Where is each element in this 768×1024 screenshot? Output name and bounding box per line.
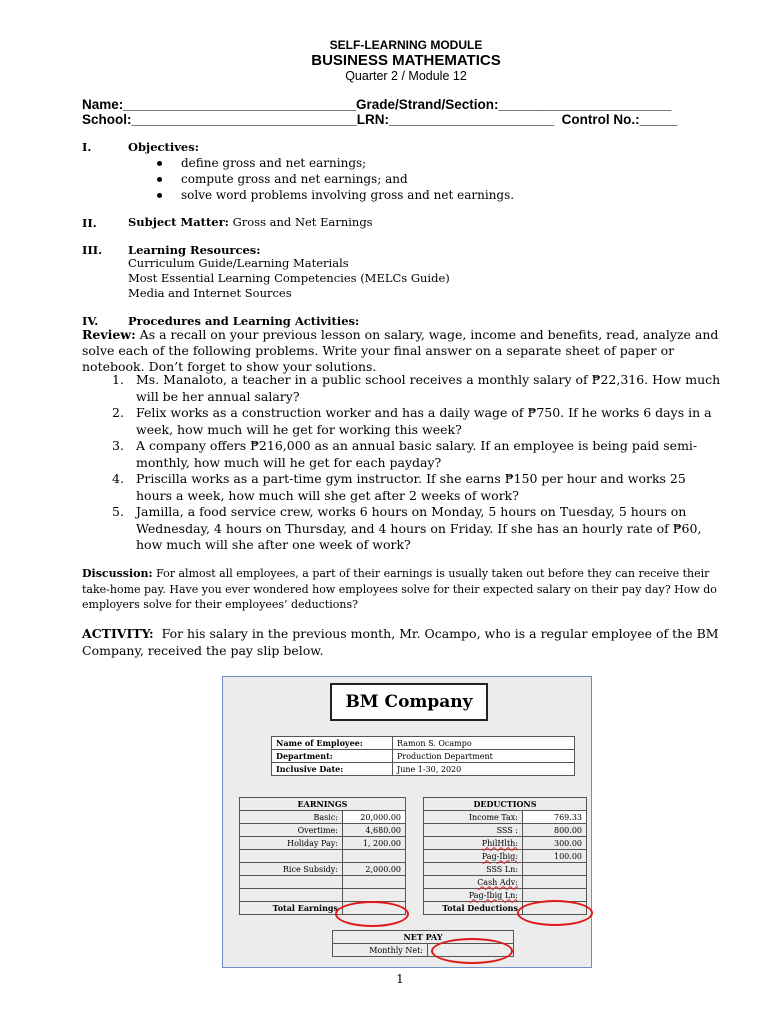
list-item: Most Essential Learning Competencies (MELCs Guide) <box>128 271 450 285</box>
list-item: solve word problems involving gross and net earnings. <box>181 187 514 203</box>
deductions-header: DEDUCTIONS <box>424 798 587 811</box>
section-number: II. <box>82 216 97 230</box>
employee-info-table <box>271 736 575 776</box>
discussion-paragraph: Discussion: For almost all employees, a part of their earnings is usually taken out before they can receive their take-home pay. Have you ever wondered how employees solve for their expected salary on their pay day? How do employers solve for their employees’ deductions? <box>82 567 717 611</box>
answer-circle-monthly-net <box>431 938 513 964</box>
page-number: 1 <box>396 972 404 986</box>
list-item: define gross and net earnings; <box>181 155 514 171</box>
review-paragraph: Review: As a recall on your previous lesson on salary, wage, income and benefits, read, analyze and solve each of the following problems. Write your final answer on a separate sheet of paper or notebook. Don’t forget to show your solutions. <box>82 327 719 374</box>
earnings-header: EARNINGS <box>240 798 406 811</box>
objectives-list <box>181 155 514 203</box>
table-row <box>240 889 406 902</box>
list-item: 5. Jamilla, a food service crew, works 6 hours on Monday, 5 hours on Tuesday, 5 hours on Wednesday, 4 hours on Thursday, and 4 hours on Friday. If she has an hourly rate of ₱60, how much will she after one week of work? <box>112 504 702 552</box>
name-grade-line: Name:_______________________________Grade/Strand/Section:_______________________ <box>82 97 672 112</box>
table-row: Income Tax: 769.33 <box>424 811 587 824</box>
resources-list <box>128 256 450 301</box>
table-row: Name of Employee: Ramon S. Ocampo <box>272 737 575 750</box>
table-row: Pag-Ibig: 100.00 <box>424 850 587 863</box>
table-row: Department: Production Department <box>272 750 575 763</box>
earnings-table <box>239 797 406 915</box>
subject-title: BUSINESS MATHEMATICS <box>311 52 501 69</box>
table-row <box>240 850 406 863</box>
table-row: Holiday Pay: 1, 200.00 <box>240 837 406 850</box>
section-number: IV. <box>82 314 99 328</box>
list-item: 4. Priscilla works as a part-time gym instructor. If she earns ₱150 per hour and works 25 hours a week, how much will she get after 2 weeks of work? <box>112 471 686 503</box>
netpay-header: NET PAY <box>333 931 514 944</box>
list-item: Media and Internet Sources <box>128 286 292 300</box>
list-item: compute gross and net earnings; and <box>181 171 514 187</box>
table-row: Rice Subsidy: 2,000.00 <box>240 863 406 876</box>
deductions-table <box>423 797 587 915</box>
subject-matter: Subject Matter: Gross and Net Earnings <box>128 215 373 229</box>
section-number: I. <box>82 140 92 154</box>
answer-circle-total-earnings <box>335 901 409 927</box>
review-problems <box>112 372 724 554</box>
table-row: Basic: 20,000.00 <box>240 811 406 824</box>
table-row: SSS : 800.00 <box>424 824 587 837</box>
resources-title: Learning Resources: <box>128 243 261 257</box>
answer-circle-total-deductions <box>517 900 593 926</box>
list-item: 1. Ms. Manaloto, a teacher in a public school receives a monthly salary of ₱22,316. How much will be her annual salary? <box>112 372 721 404</box>
list-item: 3. A company offers ₱216,000 as an annual basic salary. If an employee is being paid semi-monthly, how much will he get for each payday? <box>112 438 698 470</box>
company-name: BM Company <box>330 683 488 721</box>
total-earnings-label: Total Earnings <box>240 902 343 915</box>
table-row: Cash Adv: <box>424 876 587 889</box>
list-item: Curriculum Guide/Learning Materials <box>128 256 349 270</box>
monthly-net-label: Monthly Net: <box>333 944 428 957</box>
quarter-module: Quarter 2 / Module 12 <box>345 69 467 83</box>
objectives-title: Objectives: <box>128 140 199 154</box>
module-label: SELF-LEARNING MODULE <box>329 38 483 52</box>
table-row: SSS Ln: <box>424 863 587 876</box>
pay-slip <box>222 676 592 968</box>
table-row: Overtime: 4,680.00 <box>240 824 406 837</box>
section-number: III. <box>82 243 103 257</box>
total-deductions-label: Total Deductions <box>424 902 523 915</box>
table-row: Pag-Ibig Ln: <box>424 889 587 902</box>
activity-paragraph: ACTIVITY: For his salary in the previous month, Mr. Ocampo, who is a regular employee of the BM Company, received the pay slip below. <box>82 626 719 658</box>
procedures-title: Procedures and Learning Activities: <box>128 314 360 328</box>
list-item: 2. Felix works as a construction worker and has a daily wage of ₱750. If he works 6 days in a week, how much will he get for working this week? <box>112 405 712 437</box>
table-row: PhilHlth: 300.00 <box>424 837 587 850</box>
school-lrn-line: School:______________________________LRN:______________________ Control No.:_____ <box>82 112 678 127</box>
table-row: Inclusive Date: June 1-30, 2020 <box>272 763 575 776</box>
table-row <box>240 876 406 889</box>
